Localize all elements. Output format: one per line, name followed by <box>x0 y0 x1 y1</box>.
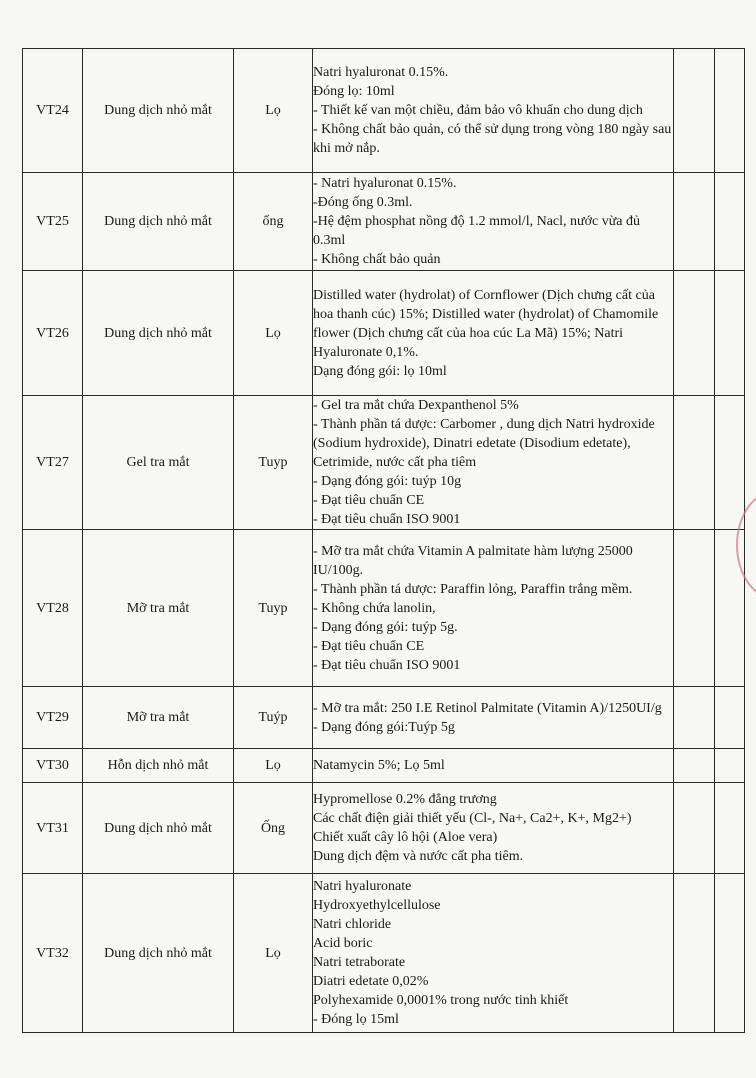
empty-cell <box>715 687 745 749</box>
item-description-cell <box>313 396 674 530</box>
description-line: - Không chứa lanolin, <box>313 600 436 616</box>
description-line: - Thành phần tá dược: Paraffin lỏng, Paraffin trắng mềm. <box>313 581 633 597</box>
item-unit-cell: Lọ <box>234 874 313 1033</box>
item-code-cell: VT25 <box>23 173 83 271</box>
empty-cell <box>674 874 715 1033</box>
description-line: Natamycin 5%; Lọ 5ml <box>313 758 445 773</box>
table-row <box>23 687 745 749</box>
description-line: - Gel tra mắt chứa Dexpanthenol 5% <box>313 398 519 413</box>
table-row <box>23 396 745 530</box>
item-unit-cell: Lọ <box>234 271 313 396</box>
item-name-cell: Dung dịch nhỏ mắt <box>83 49 234 173</box>
description-line: -Hệ đệm phosphat nồng độ 1.2 mmol/l, Nacl, nước vừa đủ 0.3ml <box>313 214 641 248</box>
description-line: Natri tetraborate <box>313 955 406 970</box>
empty-cell <box>674 49 715 173</box>
empty-cell <box>715 749 745 783</box>
item-description-cell <box>313 687 674 749</box>
item-code-cell: VT27 <box>23 396 83 530</box>
empty-cell <box>674 173 715 271</box>
description-line: - Không chất bảo quản <box>313 252 441 267</box>
item-name-cell: Hỗn dịch nhỏ mắt <box>83 749 234 783</box>
item-unit-cell: Tuýp <box>234 687 313 749</box>
table-row <box>23 530 745 687</box>
item-name-cell: Dung dịch nhỏ mắt <box>83 173 234 271</box>
item-unit-cell: Tuyp <box>234 530 313 687</box>
empty-cell <box>715 271 745 396</box>
item-name-cell: Dung dịch nhỏ mắt <box>83 783 234 874</box>
item-unit-cell: Lọ <box>234 749 313 783</box>
item-description-cell <box>313 49 674 173</box>
product-spec-table <box>22 48 745 1033</box>
empty-cell <box>674 783 715 874</box>
description-line: Natri chloride <box>313 917 392 932</box>
description-line: - Natri hyaluronat 0.15%. <box>313 176 457 191</box>
item-name-cell: Mỡ tra mắt <box>83 687 234 749</box>
item-description-cell <box>313 271 674 396</box>
empty-cell <box>674 749 715 783</box>
empty-cell <box>715 874 745 1033</box>
item-code-cell: VT28 <box>23 530 83 687</box>
table-row <box>23 173 745 271</box>
item-name-cell: Dung dịch nhỏ mắt <box>83 271 234 396</box>
empty-cell <box>715 783 745 874</box>
item-code-cell: VT32 <box>23 874 83 1033</box>
description-line: - Đạt tiêu chuẩn CE <box>313 638 425 654</box>
empty-cell <box>715 173 745 271</box>
description-line: Các chất điện giải thiết yếu (Cl-, Na+, Ca2+, K+, Mg2+) <box>313 811 632 826</box>
table-row <box>23 874 745 1033</box>
item-name-cell: Gel tra mắt <box>83 396 234 530</box>
description-line: Natri hyaluronate <box>313 879 412 894</box>
description-line: - Mỡ tra mắt chứa Vitamin A palmitate hàm lượng 25000 IU/100g. <box>313 543 633 578</box>
table-row <box>23 271 745 396</box>
item-code-cell: VT31 <box>23 783 83 874</box>
empty-cell <box>674 396 715 530</box>
item-unit-cell: Lọ <box>234 49 313 173</box>
description-line: Hypromellose 0.2% đẳng trương <box>313 792 497 807</box>
description-line: Polyhexamide 0,0001% trong nước tinh khiết <box>313 993 569 1008</box>
item-name-cell: Mỡ tra mắt <box>83 530 234 687</box>
table-row <box>23 49 745 173</box>
description-line: -Đóng ống 0.3ml. <box>313 195 413 210</box>
item-code-cell: VT30 <box>23 749 83 783</box>
empty-cell <box>674 687 715 749</box>
description-line: - Đóng lọ 15ml <box>313 1012 399 1027</box>
item-description-cell <box>313 874 674 1033</box>
item-description-cell <box>313 530 674 687</box>
item-unit-cell: Tuyp <box>234 396 313 530</box>
item-description-cell <box>313 749 674 783</box>
item-code-cell: VT29 <box>23 687 83 749</box>
item-code-cell: VT26 <box>23 271 83 396</box>
description-line: Hydroxyethylcellulose <box>313 898 441 913</box>
description-line: Distilled water (hydrolat) of Cornflower (Dịch chưng cất của hoa thanh cúc) 15%; Distilled water (hydrolat) of Chamomile flower (Dịch chưng cất của hoa cúc La Mã) 15%; Natri Hyaluronate 0,1%. <box>313 287 659 360</box>
description-line: - Dạng đóng gói: tuýp 5g. <box>313 619 458 635</box>
description-line: - Thiết kế van một chiều, đảm bảo vô khuẩn cho dung dịch <box>313 103 643 118</box>
table-row <box>23 783 745 874</box>
description-line: Dạng đóng gói: lọ 10ml <box>313 363 447 379</box>
description-line: Dung dịch đệm và nước cất pha tiêm. <box>313 849 524 864</box>
empty-cell <box>674 530 715 687</box>
description-line: Chiết xuất cây lô hội (Aloe vera) <box>313 830 498 845</box>
description-line: - Đạt tiêu chuẩn CE <box>313 493 425 508</box>
item-code-cell: VT24 <box>23 49 83 173</box>
description-line: - Dạng đóng gói:Tuýp 5g <box>313 719 455 735</box>
item-unit-cell: Ống <box>234 783 313 874</box>
empty-cell <box>715 49 745 173</box>
description-line: Đóng lọ: 10ml <box>313 84 395 99</box>
table-row <box>23 749 745 783</box>
description-line: - Mỡ tra mắt: 250 I.E Retinol Palmitate (Vitamin A)/1250UI/g <box>313 700 662 716</box>
red-stamp-fragment <box>734 490 756 600</box>
description-line: - Thành phần tá dược: Carbomer , dung dịch Natri hydroxide (Sodium hydroxide), Dinatri edetate (Disodium edetate), Cetrimide, nước cất pha tiêm <box>313 417 655 470</box>
description-line: - Không chất bảo quản, có thể sử dụng trong vòng 180 ngày sau khi mở nắp. <box>313 122 672 156</box>
description-line: Acid boric <box>313 936 373 951</box>
description-line: - Đạt tiêu chuẩn ISO 9001 <box>313 657 461 673</box>
description-line: - Dạng đóng gói: tuýp 10g <box>313 474 462 489</box>
item-name-cell: Dung dịch nhỏ mắt <box>83 874 234 1033</box>
description-line: - Đạt tiêu chuẩn ISO 9001 <box>313 512 461 527</box>
empty-cell <box>674 271 715 396</box>
description-line: Diatri edetate 0,02% <box>313 974 429 989</box>
item-unit-cell: ống <box>234 173 313 271</box>
item-description-cell <box>313 783 674 874</box>
stamp-arc <box>736 490 756 600</box>
item-description-cell <box>313 173 674 271</box>
table-body <box>23 49 745 1033</box>
description-line: Natri hyaluronat 0.15%. <box>313 65 449 80</box>
